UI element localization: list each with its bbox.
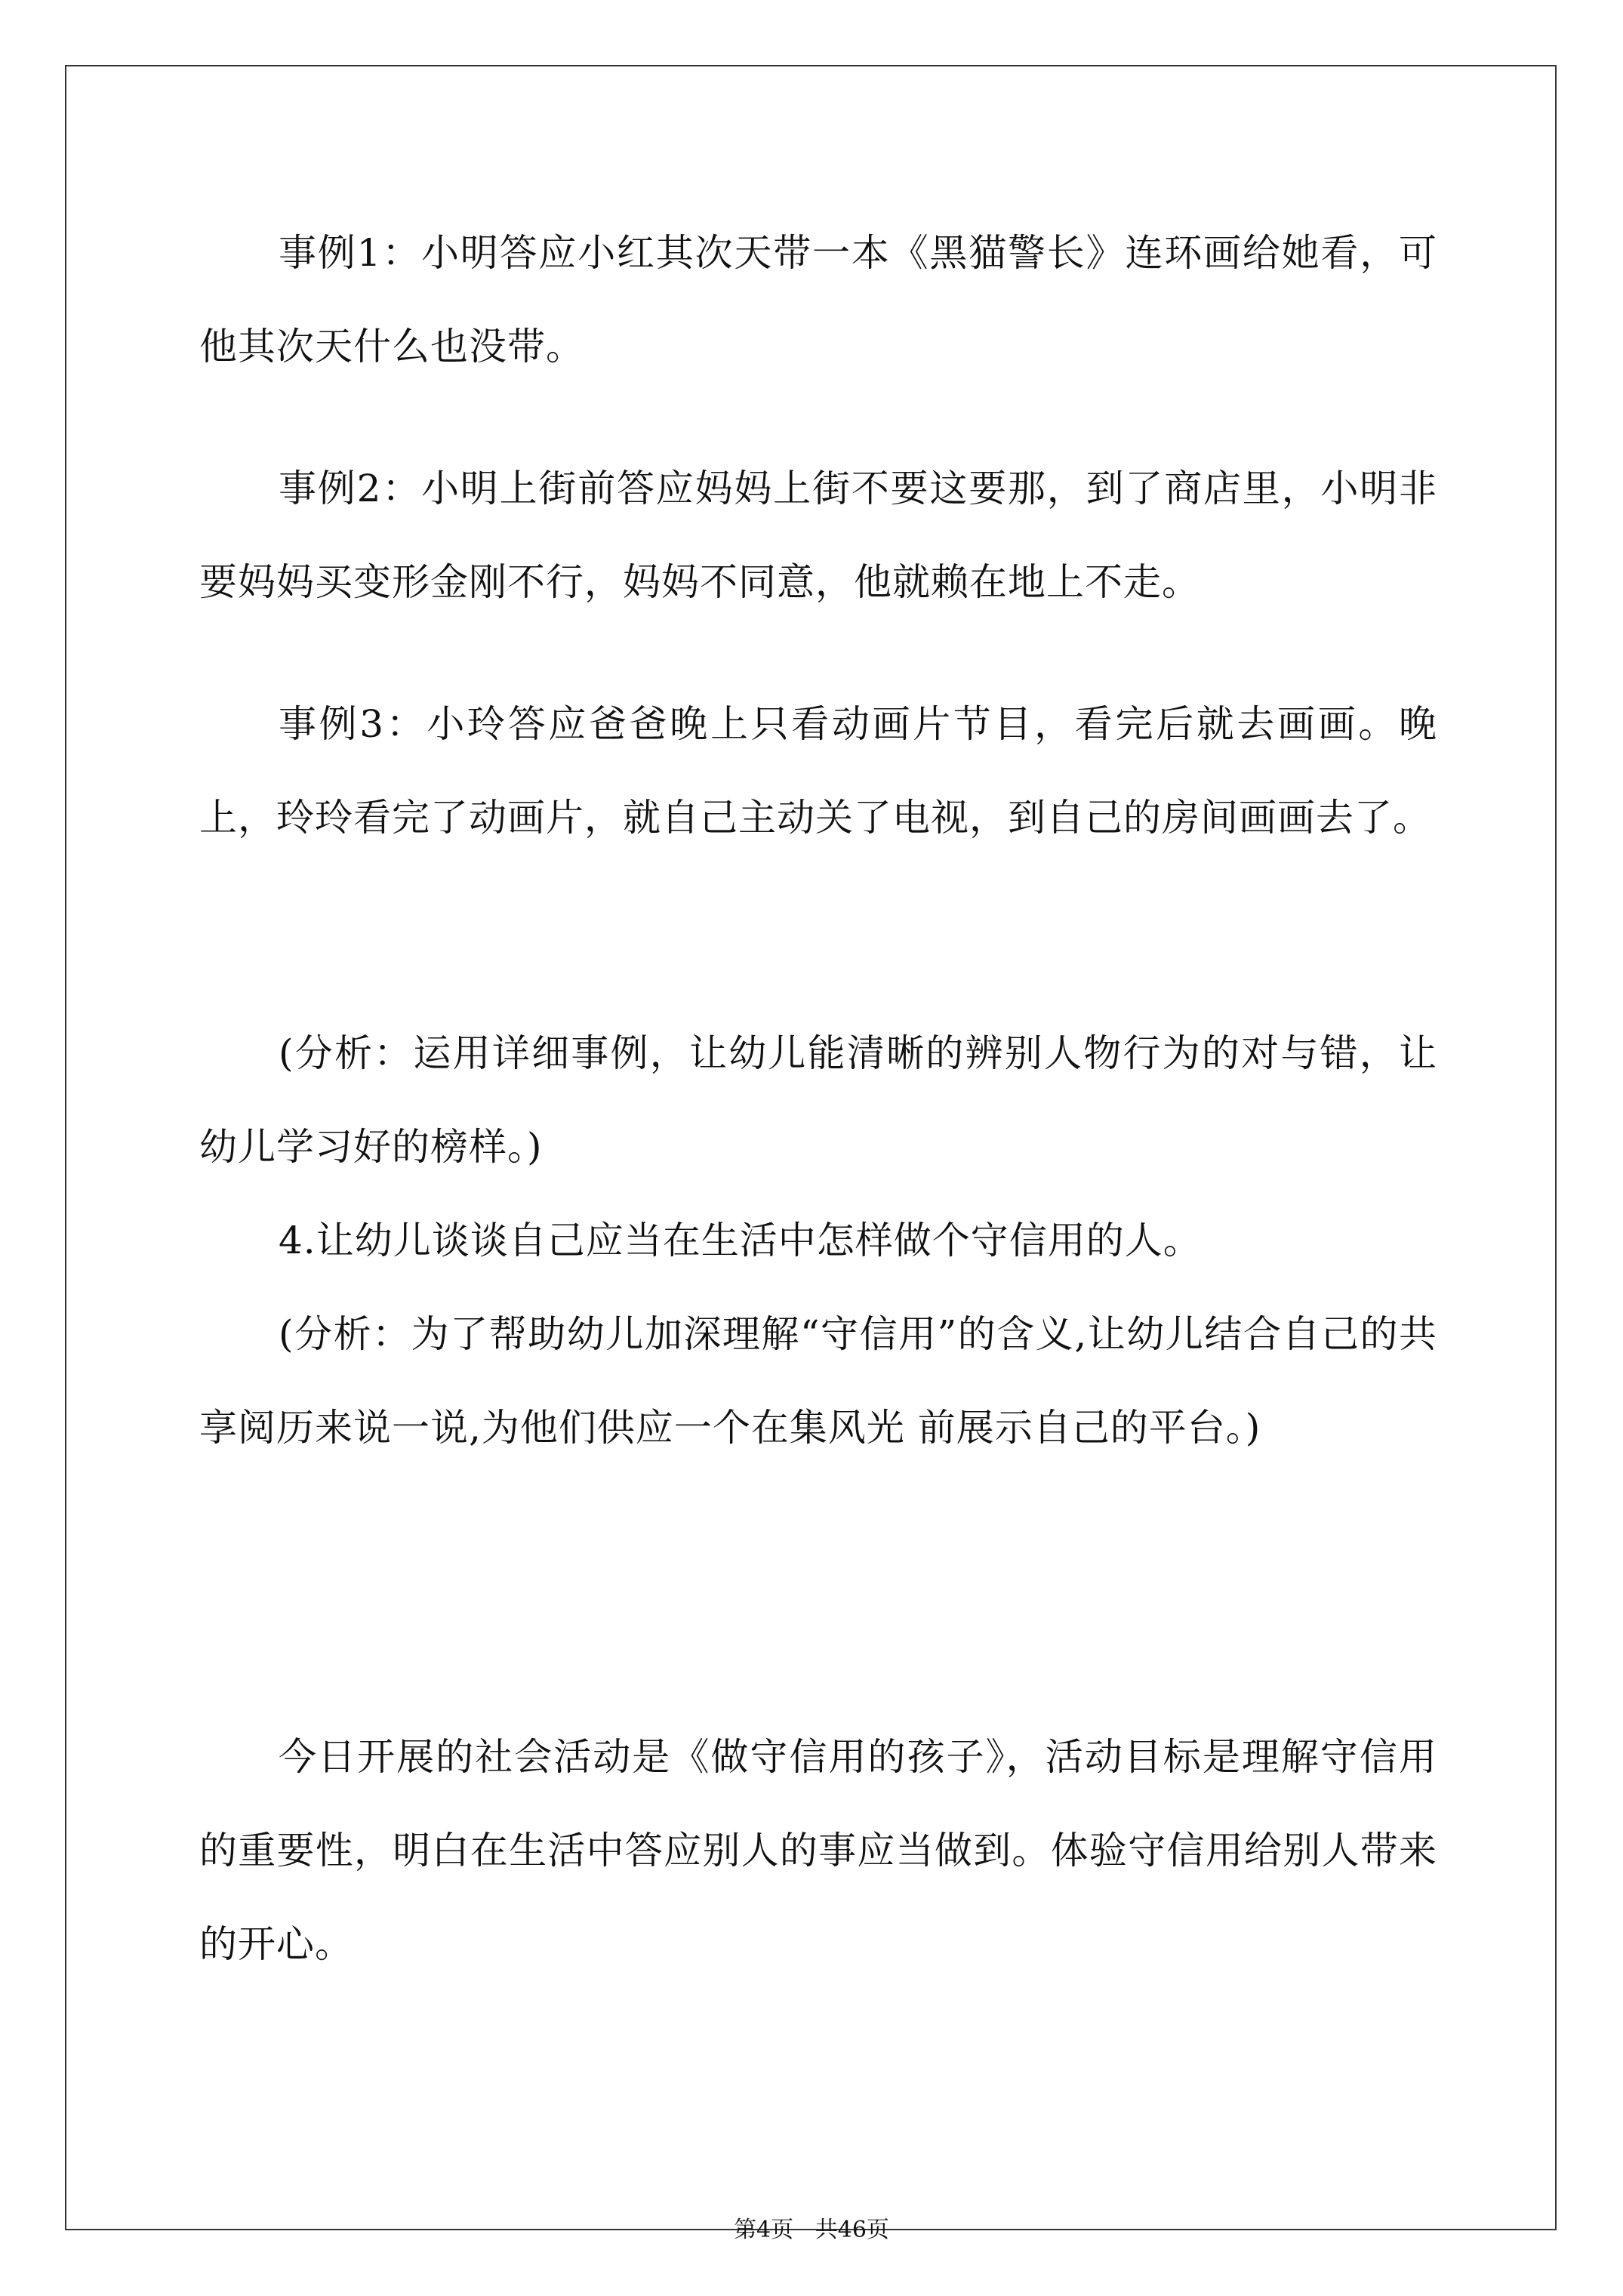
paragraph-example-1: 事例1：小明答应小红其次天带一本《黑猫警长》连环画给她看，可他其次天什么也没带。	[199, 231, 1437, 368]
paragraph-example-2: 事例2：小明上街前答应妈妈上街不要这要那，到了商店里，小明非要妈妈买变形金刚不行，妈妈不同意，他就赖在地上不走。	[199, 467, 1437, 604]
paragraph-analysis-2: (分析：为了帮助幼儿加深理解“守信用”的含义,让幼儿结合自己的共享阅历来说一说,为他们供应一个在集风光 前展示自己的平台。)	[199, 1312, 1437, 1450]
paragraph-step-4: 4.让幼儿谈谈自己应当在生活中怎样做个守信用的人。	[279, 1219, 1202, 1262]
paragraph-example-3: 事例3：小玲答应爸爸晚上只看动画片节目，看完后就去画画。晚上，玲玲看完了动画片，就自己主动关了电视，到自己的房间画画去了。	[199, 702, 1437, 840]
paragraph-analysis-1: (分析：运用详细事例，让幼儿能清晰的辨别人物行为的对与错，让幼儿学习好的榜样。)	[199, 1031, 1437, 1169]
paragraph-summary: 今日开展的社会活动是《做守信用的孩子》，活动目标是理解守信用的重要性，明白在生活中答应别人的事应当做到。体验守信用给别人带来的开心。	[199, 1735, 1437, 1966]
page-number-footer: 第4页 共46页	[734, 2217, 889, 2243]
